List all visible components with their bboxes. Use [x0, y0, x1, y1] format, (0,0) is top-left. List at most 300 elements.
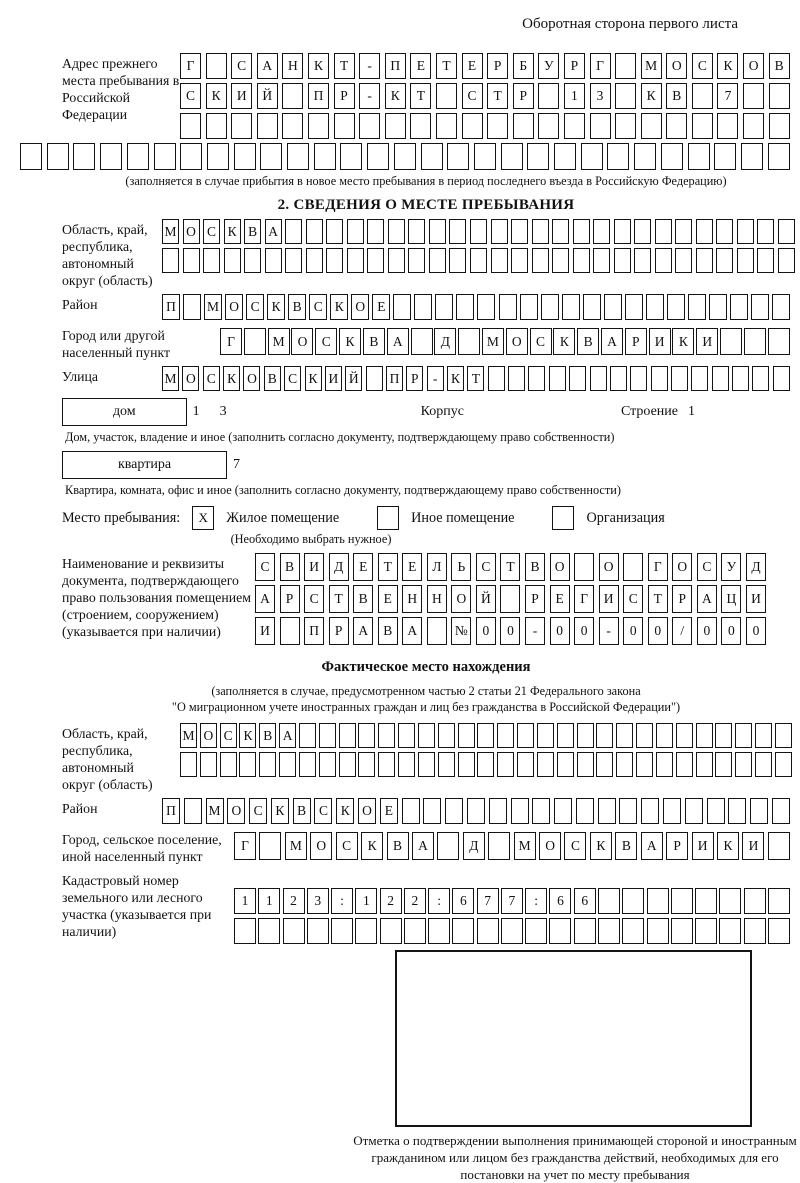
char-cell[interactable]: Й	[345, 366, 362, 391]
char-cell[interactable]	[773, 366, 790, 391]
char-cell[interactable]: 1	[258, 888, 280, 914]
char-cell[interactable]: М	[180, 723, 197, 748]
char-cell[interactable]: К	[672, 328, 694, 355]
char-cell[interactable]: К	[339, 328, 361, 355]
char-cell[interactable]	[477, 294, 495, 320]
char-cell[interactable]	[527, 143, 549, 170]
char-cell[interactable]	[598, 918, 620, 944]
char-cell[interactable]: :	[525, 888, 547, 914]
char-cell[interactable]: Р	[564, 53, 585, 79]
char-cell[interactable]	[319, 752, 336, 777]
char-cell[interactable]	[615, 53, 636, 79]
char-cell[interactable]	[458, 752, 475, 777]
char-cell[interactable]: И	[325, 366, 342, 391]
char-cell[interactable]	[244, 248, 261, 273]
char-cell[interactable]: С	[304, 585, 324, 613]
char-cell[interactable]	[488, 832, 510, 860]
char-cell[interactable]: Р	[513, 83, 534, 109]
char-cell[interactable]	[695, 888, 717, 914]
char-cell[interactable]	[477, 723, 494, 748]
char-cell[interactable]	[382, 404, 403, 420]
char-cell[interactable]: К	[641, 83, 662, 109]
char-cell[interactable]	[604, 294, 622, 320]
char-cell[interactable]	[622, 918, 644, 944]
char-cell[interactable]: К	[223, 366, 240, 391]
char-cell[interactable]	[180, 113, 201, 139]
char-cell[interactable]: О	[200, 723, 217, 748]
char-cell[interactable]	[367, 143, 389, 170]
char-cell[interactable]: Д	[463, 832, 485, 860]
char-cell[interactable]	[358, 723, 375, 748]
char-cell[interactable]: А	[601, 328, 623, 355]
char-cell[interactable]	[614, 219, 631, 244]
char-cell[interactable]	[326, 219, 343, 244]
char-cell[interactable]: К	[361, 832, 383, 860]
char-cell[interactable]	[675, 248, 692, 273]
char-cell[interactable]: А	[257, 53, 278, 79]
char-cell[interactable]	[334, 113, 355, 139]
char-cell[interactable]	[757, 219, 774, 244]
char-cell[interactable]	[100, 143, 122, 170]
char-cell[interactable]	[552, 248, 569, 273]
char-cell[interactable]: К	[553, 328, 575, 355]
char-cell[interactable]: А	[412, 832, 434, 860]
char-cell[interactable]: О	[672, 553, 692, 581]
char-cell[interactable]	[735, 752, 752, 777]
char-cell[interactable]	[744, 918, 766, 944]
char-cell[interactable]	[696, 723, 713, 748]
char-cell[interactable]	[636, 752, 653, 777]
char-cell[interactable]	[696, 752, 713, 777]
char-cell[interactable]	[623, 553, 643, 581]
char-cell[interactable]	[497, 723, 514, 748]
char-cell[interactable]	[301, 404, 322, 420]
char-cell[interactable]	[447, 143, 469, 170]
char-cell[interactable]	[220, 752, 237, 777]
char-cell[interactable]	[224, 248, 241, 273]
char-cell[interactable]	[306, 219, 323, 244]
char-cell[interactable]: Л	[427, 553, 447, 581]
char-cell[interactable]	[307, 918, 329, 944]
char-cell[interactable]	[573, 219, 590, 244]
char-cell[interactable]	[435, 294, 453, 320]
char-cell[interactable]	[437, 832, 459, 860]
char-cell[interactable]	[388, 219, 405, 244]
char-cell[interactable]: 7	[717, 83, 738, 109]
char-cell[interactable]: С	[220, 723, 237, 748]
char-cell[interactable]	[641, 113, 662, 139]
char-cell[interactable]	[717, 113, 738, 139]
char-cell[interactable]	[716, 248, 733, 273]
char-cell[interactable]	[367, 219, 384, 244]
char-cell[interactable]	[314, 457, 335, 473]
char-cell[interactable]	[47, 143, 69, 170]
char-cell[interactable]	[511, 219, 528, 244]
char-cell[interactable]: С	[249, 798, 267, 824]
char-cell[interactable]: Ц	[721, 585, 741, 613]
char-cell[interactable]: №	[451, 617, 471, 645]
char-cell[interactable]	[574, 918, 596, 944]
char-cell[interactable]	[418, 723, 435, 748]
char-cell[interactable]	[265, 248, 282, 273]
char-cell[interactable]	[470, 219, 487, 244]
char-cell[interactable]: П	[386, 366, 403, 391]
char-cell[interactable]	[244, 328, 266, 355]
char-cell[interactable]	[583, 294, 601, 320]
char-cell[interactable]	[428, 918, 450, 944]
char-cell[interactable]	[691, 366, 708, 391]
char-cell[interactable]	[719, 918, 741, 944]
char-cell[interactable]	[257, 113, 278, 139]
char-cell[interactable]: И	[746, 585, 766, 613]
char-cell[interactable]	[489, 798, 507, 824]
char-cell[interactable]	[537, 723, 554, 748]
char-cell[interactable]	[180, 143, 202, 170]
char-cell[interactable]	[590, 366, 607, 391]
char-cell[interactable]	[234, 143, 256, 170]
char-cell[interactable]	[184, 798, 202, 824]
char-cell[interactable]	[508, 366, 525, 391]
char-cell[interactable]: У	[538, 53, 559, 79]
char-cell[interactable]: К	[717, 832, 739, 860]
char-cell[interactable]	[394, 143, 416, 170]
char-cell[interactable]: М	[514, 832, 536, 860]
char-cell[interactable]: М	[641, 53, 662, 79]
char-cell[interactable]	[398, 723, 415, 748]
char-cell[interactable]	[577, 723, 594, 748]
char-cell[interactable]: Т	[500, 553, 520, 581]
char-cell[interactable]	[671, 366, 688, 391]
char-cell[interactable]	[477, 918, 499, 944]
char-cell[interactable]	[709, 294, 727, 320]
char-cell[interactable]	[772, 294, 790, 320]
char-cell[interactable]	[707, 798, 725, 824]
char-cell[interactable]	[655, 219, 672, 244]
char-cell[interactable]: 6	[452, 888, 474, 914]
char-cell[interactable]: И	[304, 553, 324, 581]
char-cell[interactable]	[651, 366, 668, 391]
char-cell[interactable]	[661, 143, 683, 170]
char-cell[interactable]	[714, 143, 736, 170]
char-cell[interactable]	[517, 752, 534, 777]
char-cell[interactable]: К	[206, 83, 227, 109]
char-cell[interactable]: -	[599, 617, 619, 645]
char-cell[interactable]: В	[615, 832, 637, 860]
char-cell[interactable]	[458, 328, 480, 355]
char-cell[interactable]: К	[239, 723, 256, 748]
char-cell[interactable]	[666, 113, 687, 139]
char-cell[interactable]	[358, 752, 375, 777]
char-cell[interactable]: О	[599, 553, 619, 581]
char-cell[interactable]	[287, 457, 308, 473]
char-cell[interactable]	[769, 113, 790, 139]
char-cell[interactable]	[207, 143, 229, 170]
char-cell[interactable]	[744, 888, 766, 914]
char-cell[interactable]: Р	[406, 366, 423, 391]
char-cell[interactable]: С	[246, 294, 264, 320]
char-cell[interactable]	[359, 113, 380, 139]
char-cell[interactable]	[630, 366, 647, 391]
char-cell[interactable]	[339, 723, 356, 748]
char-cell[interactable]	[438, 752, 455, 777]
char-cell[interactable]	[328, 404, 349, 420]
char-cell[interactable]	[557, 723, 574, 748]
char-cell[interactable]: 1	[564, 83, 585, 109]
char-cell[interactable]	[462, 113, 483, 139]
char-cell[interactable]	[537, 752, 554, 777]
char-cell[interactable]: О	[666, 53, 687, 79]
char-cell[interactable]: -	[359, 83, 380, 109]
char-cell[interactable]: К	[267, 294, 285, 320]
char-cell[interactable]: 1	[688, 404, 695, 419]
char-cell[interactable]	[429, 248, 446, 273]
char-cell[interactable]	[421, 143, 443, 170]
char-cell[interactable]	[625, 294, 643, 320]
char-cell[interactable]: Р	[280, 585, 300, 613]
char-cell[interactable]: 1	[234, 888, 256, 914]
char-cell[interactable]	[607, 143, 629, 170]
char-cell[interactable]	[538, 113, 559, 139]
char-cell[interactable]	[355, 918, 377, 944]
char-cell[interactable]	[299, 723, 316, 748]
char-cell[interactable]: 0	[476, 617, 496, 645]
char-cell[interactable]	[385, 113, 406, 139]
char-cell[interactable]: А	[402, 617, 422, 645]
char-cell[interactable]: 1	[192, 404, 200, 419]
char-cell[interactable]: :	[428, 888, 450, 914]
char-cell[interactable]	[742, 404, 763, 420]
char-cell[interactable]: С	[309, 294, 327, 320]
char-cell[interactable]	[366, 366, 383, 391]
char-cell[interactable]	[695, 918, 717, 944]
char-cell[interactable]: К	[590, 832, 612, 860]
char-cell[interactable]	[549, 366, 566, 391]
char-cell[interactable]	[339, 752, 356, 777]
char-cell[interactable]: А	[697, 585, 717, 613]
char-cell[interactable]	[445, 798, 463, 824]
char-cell[interactable]	[610, 366, 627, 391]
char-cell[interactable]	[500, 585, 520, 613]
char-cell[interactable]	[577, 752, 594, 777]
char-cell[interactable]	[501, 918, 523, 944]
char-cell[interactable]: К	[271, 798, 289, 824]
char-cell[interactable]	[596, 723, 613, 748]
char-cell[interactable]	[183, 294, 201, 320]
char-cell[interactable]: В	[666, 83, 687, 109]
char-cell[interactable]	[162, 248, 179, 273]
char-cell[interactable]	[715, 752, 732, 777]
char-cell[interactable]: В	[288, 294, 306, 320]
char-cell[interactable]	[615, 83, 636, 109]
char-cell[interactable]: М	[162, 366, 179, 391]
char-cell[interactable]: 0	[721, 617, 741, 645]
char-cell[interactable]	[282, 83, 303, 109]
char-cell[interactable]	[562, 294, 580, 320]
char-cell[interactable]	[622, 888, 644, 914]
char-cell[interactable]: П	[385, 53, 406, 79]
char-cell[interactable]	[744, 328, 766, 355]
char-cell[interactable]	[285, 219, 302, 244]
char-cell[interactable]	[735, 723, 752, 748]
char-cell[interactable]	[274, 404, 295, 420]
char-cell[interactable]	[331, 918, 353, 944]
char-cell[interactable]	[646, 294, 664, 320]
char-cell[interactable]: П	[308, 83, 329, 109]
char-cell[interactable]: П	[162, 798, 180, 824]
char-cell[interactable]	[259, 832, 281, 860]
char-cell[interactable]	[549, 918, 571, 944]
char-cell[interactable]	[671, 888, 693, 914]
char-cell[interactable]	[73, 143, 95, 170]
char-cell[interactable]	[183, 248, 200, 273]
char-cell[interactable]: М	[268, 328, 290, 355]
char-cell[interactable]: 6	[574, 888, 596, 914]
char-cell[interactable]: О	[451, 585, 471, 613]
char-cell[interactable]	[538, 83, 559, 109]
char-cell[interactable]: С	[180, 83, 201, 109]
char-cell[interactable]: 0	[574, 617, 594, 645]
char-cell[interactable]	[593, 219, 610, 244]
char-cell[interactable]	[347, 219, 364, 244]
char-cell[interactable]	[750, 798, 768, 824]
char-cell[interactable]: С	[697, 553, 717, 581]
char-cell[interactable]	[423, 798, 441, 824]
char-cell[interactable]	[203, 248, 220, 273]
char-cell[interactable]: А	[641, 832, 663, 860]
char-cell[interactable]	[768, 832, 790, 860]
char-cell[interactable]	[778, 248, 795, 273]
char-cell[interactable]: И	[255, 617, 275, 645]
char-cell[interactable]: С	[692, 53, 713, 79]
char-cell[interactable]	[402, 798, 420, 824]
char-cell[interactable]	[615, 113, 636, 139]
char-cell[interactable]	[768, 918, 790, 944]
char-cell[interactable]	[308, 113, 329, 139]
char-cell[interactable]: А	[255, 585, 275, 613]
char-cell[interactable]	[306, 248, 323, 273]
char-cell[interactable]	[778, 219, 795, 244]
char-cell[interactable]: Р	[666, 832, 688, 860]
char-cell[interactable]	[552, 219, 569, 244]
char-cell[interactable]	[593, 248, 610, 273]
char-cell[interactable]	[436, 113, 457, 139]
char-cell[interactable]: Ь	[451, 553, 471, 581]
char-cell[interactable]	[573, 248, 590, 273]
char-cell[interactable]	[676, 752, 693, 777]
char-cell[interactable]: В	[378, 617, 398, 645]
char-cell[interactable]: И	[231, 83, 252, 109]
char-cell[interactable]: Г	[220, 328, 242, 355]
char-cell[interactable]	[438, 723, 455, 748]
char-cell[interactable]	[299, 752, 316, 777]
char-cell[interactable]	[280, 617, 300, 645]
char-cell[interactable]	[769, 83, 790, 109]
char-cell[interactable]: Й	[257, 83, 278, 109]
char-cell[interactable]: В	[353, 585, 373, 613]
char-cell[interactable]: М	[206, 798, 224, 824]
char-cell[interactable]: А	[387, 328, 409, 355]
char-cell[interactable]: О	[550, 553, 570, 581]
char-cell[interactable]	[576, 798, 594, 824]
char-cell[interactable]: С	[530, 328, 552, 355]
char-cell[interactable]	[520, 294, 538, 320]
char-cell[interactable]: /	[672, 617, 692, 645]
char-cell[interactable]	[569, 366, 586, 391]
stay-option-organization-checkbox[interactable]	[552, 506, 574, 530]
char-cell[interactable]	[340, 143, 362, 170]
char-cell[interactable]	[581, 143, 603, 170]
char-cell[interactable]	[206, 113, 227, 139]
char-cell[interactable]	[408, 248, 425, 273]
char-cell[interactable]	[737, 219, 754, 244]
char-cell[interactable]	[688, 294, 706, 320]
char-cell[interactable]: В	[363, 328, 385, 355]
char-cell[interactable]	[755, 752, 772, 777]
char-cell[interactable]	[234, 918, 256, 944]
char-cell[interactable]: 0	[623, 617, 643, 645]
char-cell[interactable]: В	[387, 832, 409, 860]
char-cell[interactable]	[491, 248, 508, 273]
char-cell[interactable]: М	[482, 328, 504, 355]
char-cell[interactable]	[260, 143, 282, 170]
char-cell[interactable]	[314, 143, 336, 170]
char-cell[interactable]: А	[265, 219, 282, 244]
char-cell[interactable]: Е	[380, 798, 398, 824]
char-cell[interactable]	[590, 113, 611, 139]
char-cell[interactable]: С	[564, 832, 586, 860]
char-cell[interactable]	[378, 752, 395, 777]
char-cell[interactable]: 7	[477, 888, 499, 914]
char-cell[interactable]: 0	[648, 617, 668, 645]
char-cell[interactable]: О	[310, 832, 332, 860]
char-cell[interactable]	[326, 248, 343, 273]
char-cell[interactable]	[676, 723, 693, 748]
char-cell[interactable]: Е	[462, 53, 483, 79]
char-cell[interactable]: О	[351, 294, 369, 320]
char-cell[interactable]: О	[243, 366, 260, 391]
char-cell[interactable]	[675, 219, 692, 244]
char-cell[interactable]: С	[462, 83, 483, 109]
char-cell[interactable]: У	[721, 553, 741, 581]
char-cell[interactable]: -	[427, 366, 444, 391]
char-cell[interactable]: Т	[436, 53, 457, 79]
char-cell[interactable]: Т	[329, 585, 349, 613]
char-cell[interactable]	[634, 219, 651, 244]
char-cell[interactable]	[410, 113, 431, 139]
char-cell[interactable]	[757, 248, 774, 273]
char-cell[interactable]	[20, 143, 42, 170]
char-cell[interactable]: О	[539, 832, 561, 860]
char-cell[interactable]	[715, 404, 736, 420]
char-cell[interactable]	[154, 143, 176, 170]
char-cell[interactable]	[525, 918, 547, 944]
char-cell[interactable]	[513, 113, 534, 139]
char-cell[interactable]: Г	[180, 53, 201, 79]
char-cell[interactable]: Г	[234, 832, 256, 860]
char-cell[interactable]	[564, 113, 585, 139]
char-cell[interactable]	[692, 83, 713, 109]
char-cell[interactable]	[467, 798, 485, 824]
char-cell[interactable]: Е	[550, 585, 570, 613]
char-cell[interactable]: Н	[282, 53, 303, 79]
char-cell[interactable]: Т	[410, 83, 431, 109]
char-cell[interactable]	[404, 918, 426, 944]
char-cell[interactable]	[554, 143, 576, 170]
char-cell[interactable]: Т	[467, 366, 484, 391]
char-cell[interactable]: -	[359, 53, 380, 79]
char-cell[interactable]: Р	[625, 328, 647, 355]
char-cell[interactable]: Р	[525, 585, 545, 613]
